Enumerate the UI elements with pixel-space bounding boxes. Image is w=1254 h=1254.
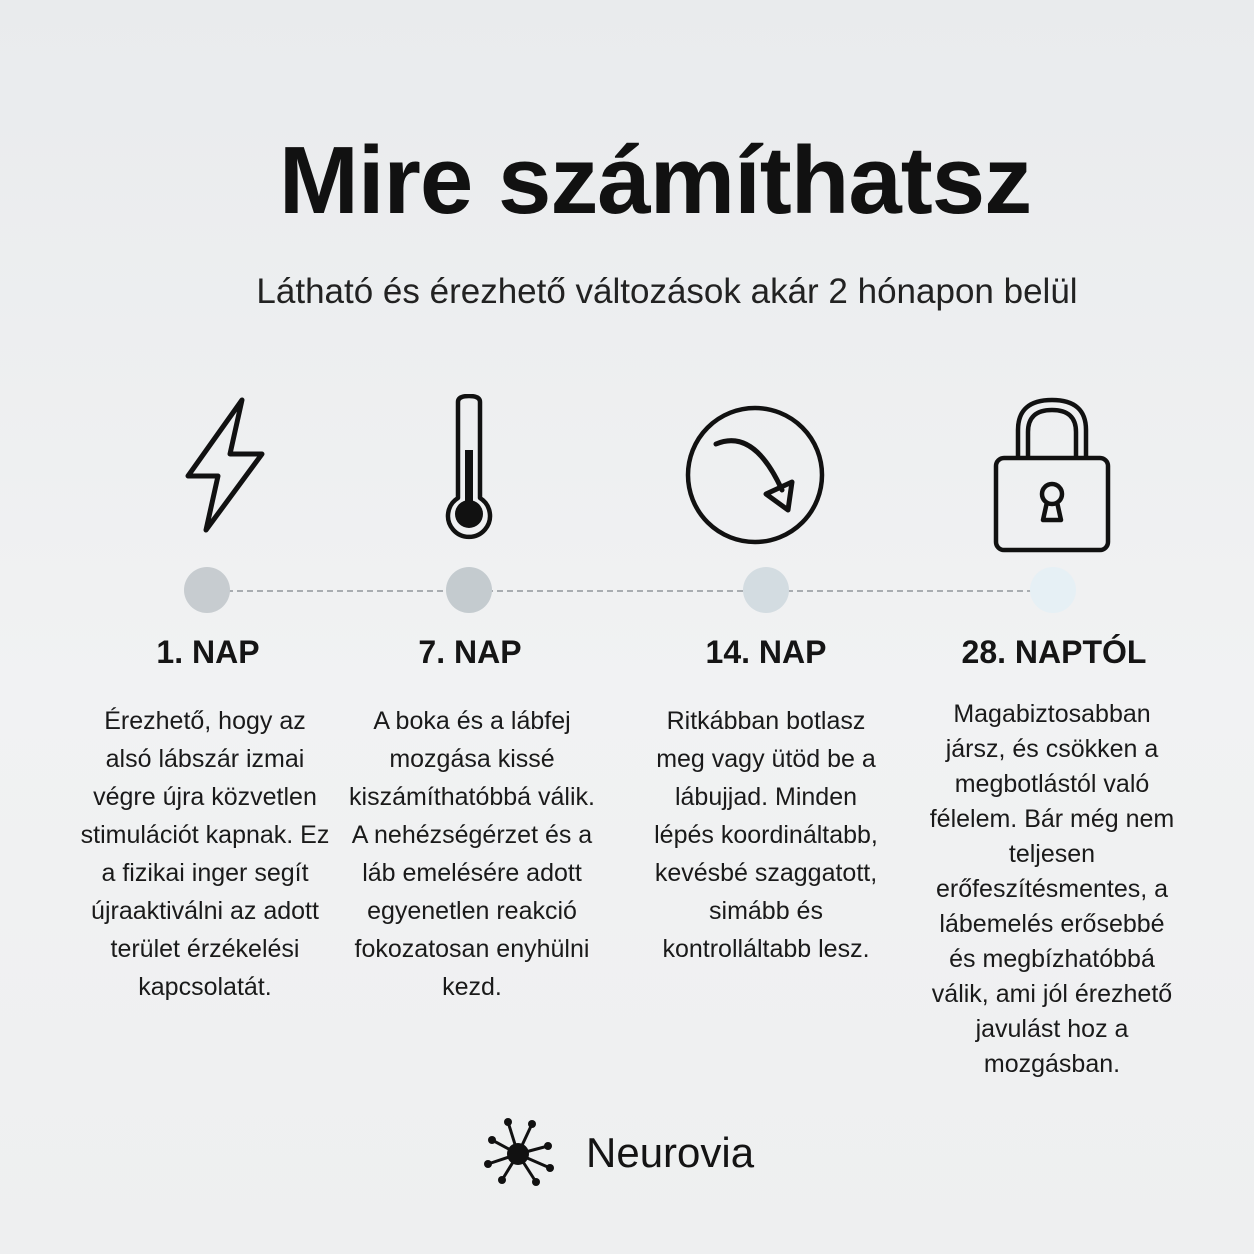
timeline-dot: [1030, 567, 1076, 613]
step-description: Magabiztosabban jársz, és csökken a megbotlástól való félelem. Bár még nem teljesen erőfeszítésmentes, a lábemelés erősebbé és megbízhatóbbá válik, ami jól érezhető javulást hoz a mozgásban.: [929, 700, 1175, 1078]
step-description: A boka és a lábfej mozgása kissé kiszámíthatóbbá válik. A nehézségérzet és a láb emelésére adott egyenetlen reakció fokozatosan enyhülni kezd.: [349, 707, 595, 1001]
timeline-dot: [184, 567, 230, 613]
timeline-dot: [446, 567, 492, 613]
lightning-icon: [178, 392, 270, 538]
thermometer-icon: [440, 394, 498, 540]
neuron-network-icon: [478, 1116, 558, 1190]
step-description: Érezhető, hogy az alsó lábszár izmai végre újra közvetlen stimulációt kapnak. Ez a fizikai inger segít újraaktiválni az adott terület érzékelési kapcsolatát.: [80, 707, 330, 1001]
step-label: 1. NAP: [156, 634, 260, 670]
timeline-dot: [743, 567, 789, 613]
step-label: 7. NAP: [418, 634, 522, 670]
step-description: Ritkábban botlasz meg vagy ütöd be a lábujjad. Minden lépés koordináltabb, kevésbé szaggatott, simább és kontrolláltabb lesz.: [654, 707, 878, 963]
step-label: 14. NAP: [705, 634, 827, 670]
curved-arrow-circle-icon: [682, 402, 828, 548]
brand-name: Neurovia: [586, 1129, 755, 1176]
padlock-icon: [990, 396, 1114, 554]
page-subtitle: Látható és érezhető változások akár 2 hónapon belül: [256, 272, 1078, 311]
timeline-line: [207, 590, 1053, 592]
page-title: Mire számíthatsz: [278, 127, 1032, 234]
step-label: 28. NAPTÓL: [961, 634, 1147, 670]
